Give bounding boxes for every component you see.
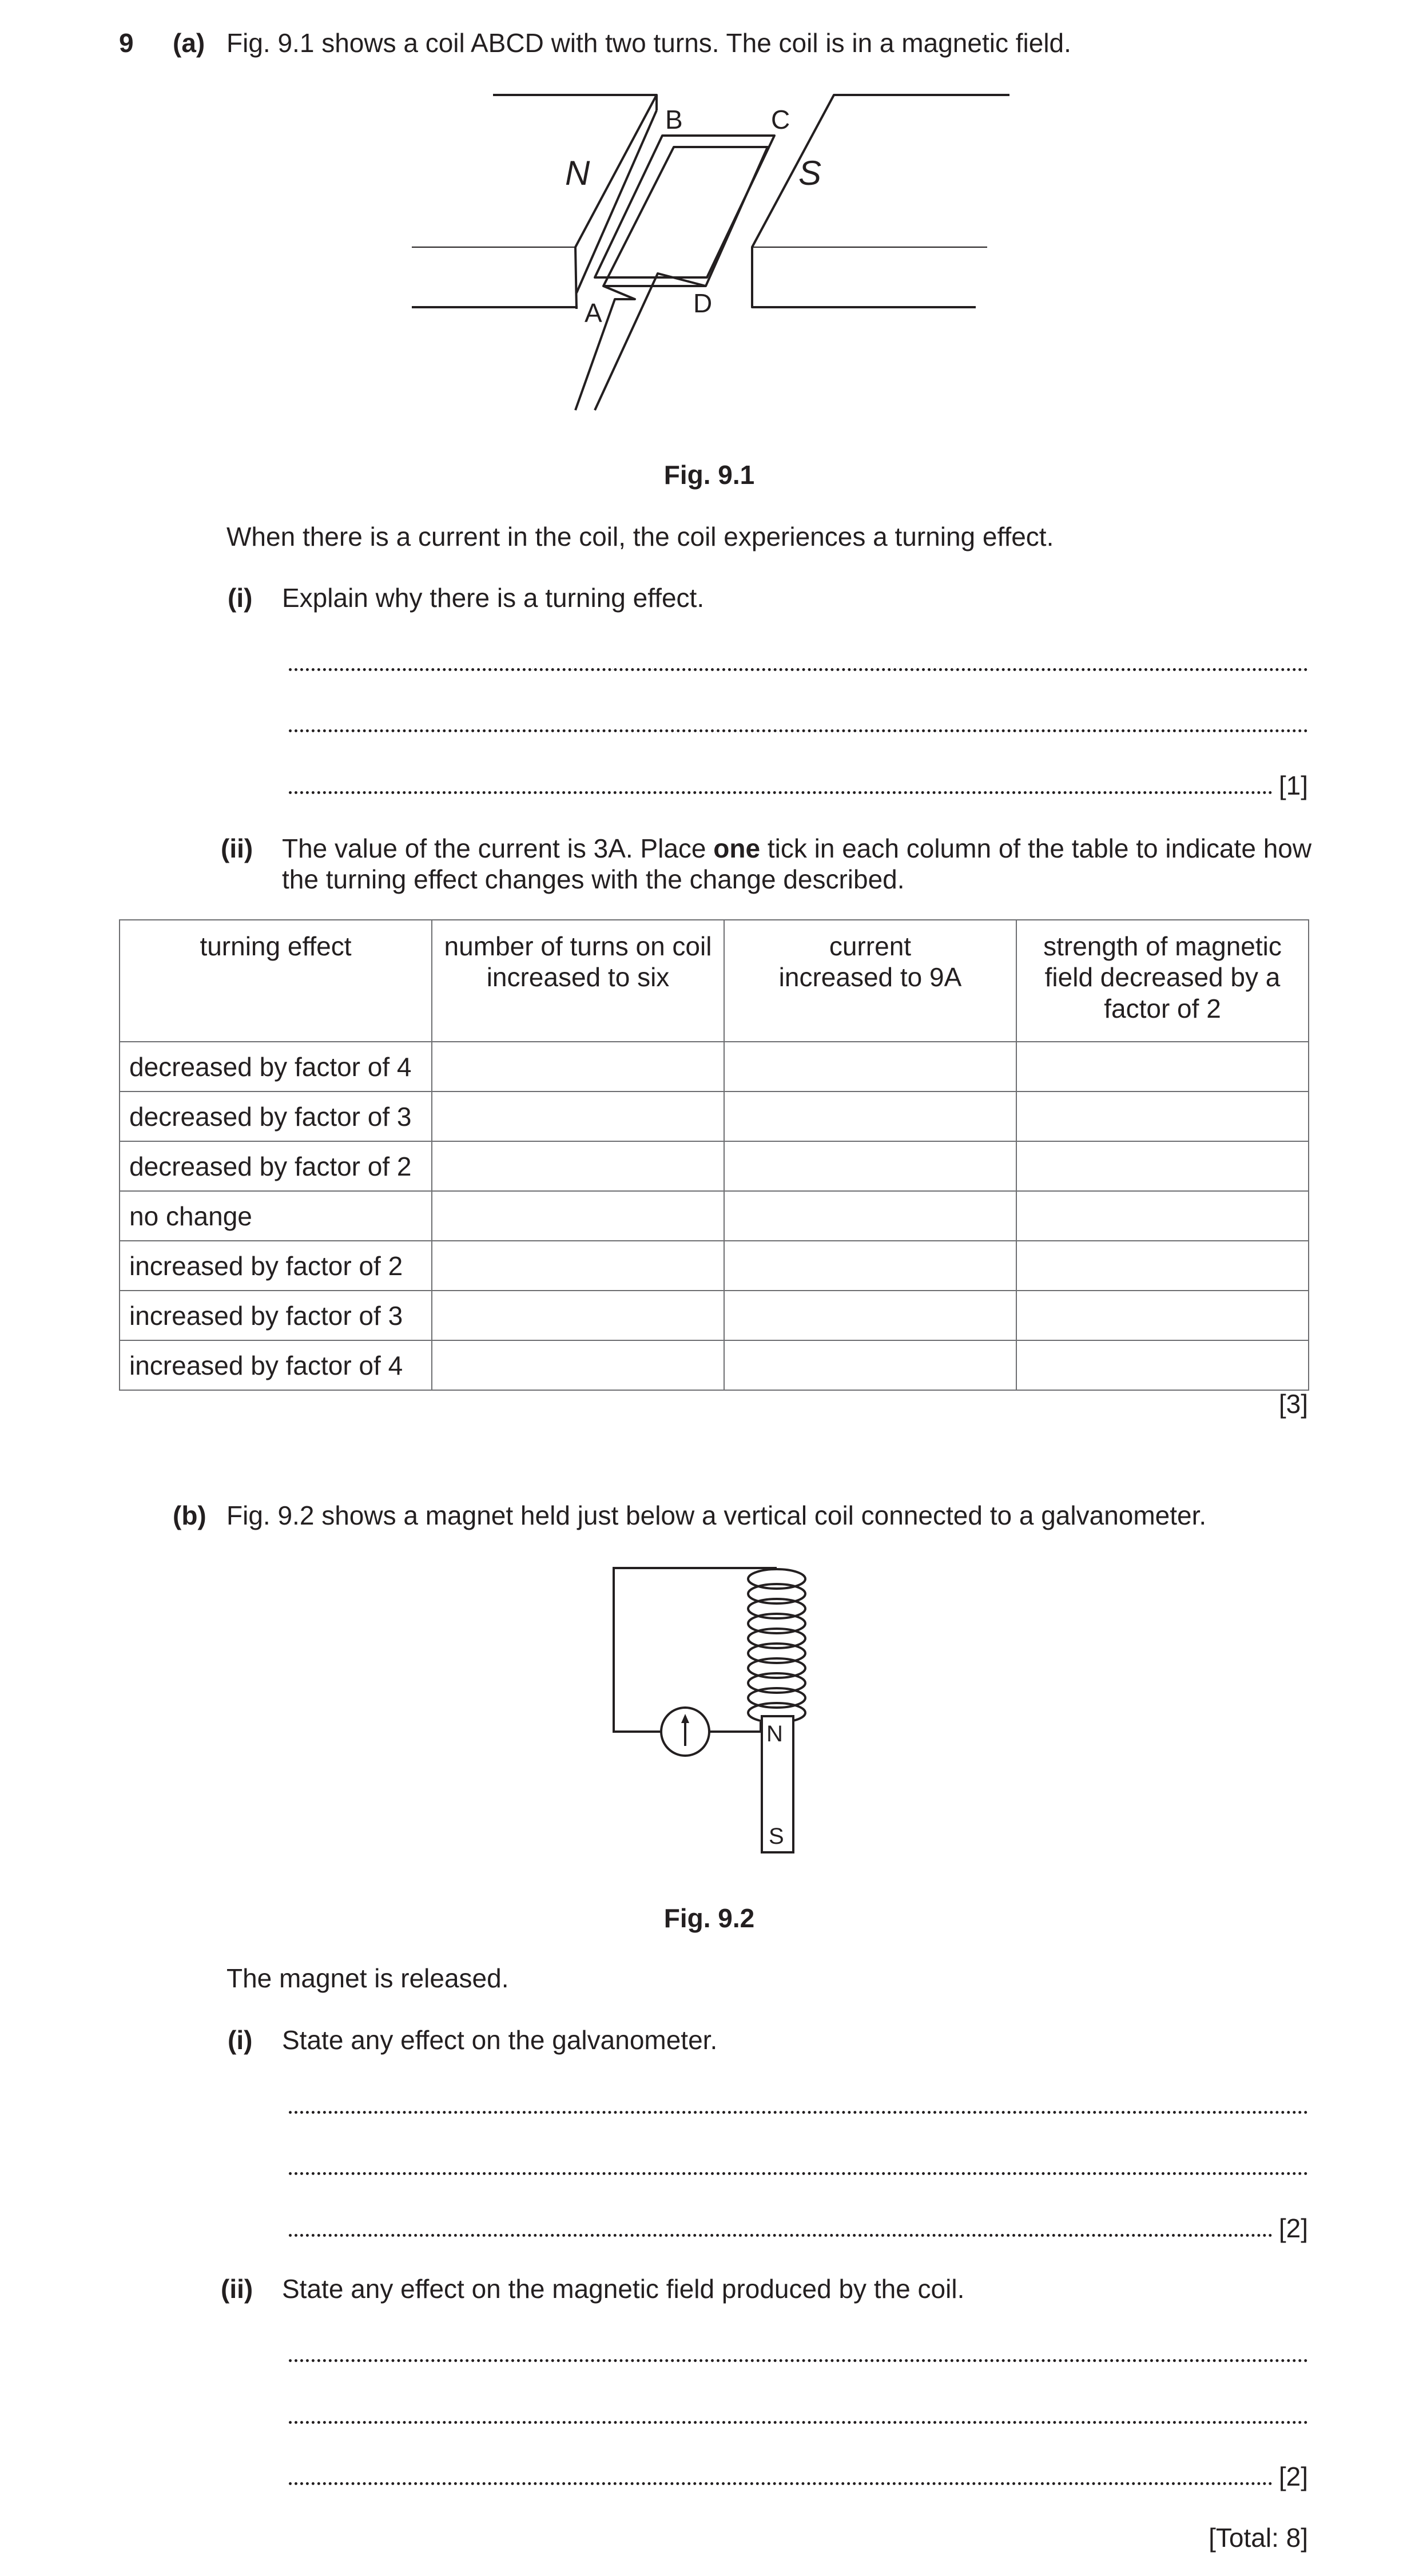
part-b-i-marks: [2] bbox=[1278, 2213, 1308, 2243]
fig-9-1-label-n: N bbox=[565, 154, 590, 192]
part-a-label: (a) bbox=[173, 28, 205, 58]
tick-cell[interactable] bbox=[432, 1191, 724, 1241]
row-label: decreased by factor of 2 bbox=[120, 1141, 432, 1191]
tick-cell[interactable] bbox=[1016, 1091, 1309, 1141]
answer-line[interactable] bbox=[289, 2482, 1273, 2485]
tick-cell[interactable] bbox=[724, 1191, 1016, 1241]
tick-cell[interactable] bbox=[1016, 1191, 1309, 1241]
table-row bbox=[120, 1042, 1309, 1091]
part-b-i-text: State any effect on the galvanometer. bbox=[282, 2025, 718, 2055]
part-a-stem: When there is a current in the coil, the coil experiences a turning effect. bbox=[226, 522, 1054, 551]
row-label: decreased by factor of 3 bbox=[120, 1091, 432, 1141]
table-header: strength of magnetic field decreased by a factor of 2 bbox=[1016, 920, 1309, 1042]
answer-line[interactable] bbox=[289, 2234, 1273, 2237]
table-row bbox=[120, 1241, 1309, 1291]
tick-cell[interactable] bbox=[432, 1340, 724, 1390]
fig-9-2-caption: Fig. 9.2 bbox=[663, 1903, 755, 1933]
part-a-i-text: Explain why there is a turning effect. bbox=[282, 583, 705, 613]
tick-cell[interactable] bbox=[1016, 1141, 1309, 1191]
table-header: number of turns on coil increased to six bbox=[432, 920, 724, 1042]
tick-cell[interactable] bbox=[432, 1091, 724, 1141]
part-a-ii-marks: [3] bbox=[1278, 1389, 1308, 1419]
total-marks: [Total: 8] bbox=[1209, 2523, 1308, 2553]
tick-cell[interactable] bbox=[432, 1241, 724, 1291]
part-b-ii-text: State any effect on the magnetic field produced by the coil. bbox=[282, 2274, 965, 2304]
answer-line[interactable] bbox=[289, 2359, 1308, 2362]
part-a-i-marks: [1] bbox=[1278, 771, 1308, 800]
table-header: turning effect bbox=[120, 920, 432, 1042]
table-row bbox=[120, 1291, 1309, 1340]
question-number: 9 bbox=[119, 28, 134, 58]
fig-9-2-label-s: S bbox=[769, 1824, 784, 1849]
answer-line[interactable] bbox=[289, 2421, 1308, 2424]
coil-turns bbox=[748, 1569, 805, 1722]
row-label: no change bbox=[120, 1191, 432, 1241]
fig-9-1-label-d: D bbox=[693, 288, 713, 318]
answer-line[interactable] bbox=[289, 2172, 1308, 2175]
answer-line[interactable] bbox=[289, 729, 1308, 732]
tick-cell[interactable] bbox=[724, 1340, 1016, 1390]
tick-cell[interactable] bbox=[724, 1241, 1016, 1291]
fig-9-1-label-a: A bbox=[585, 298, 602, 328]
tick-cell[interactable] bbox=[432, 1141, 724, 1191]
table-row bbox=[120, 1091, 1309, 1141]
table-row bbox=[120, 1191, 1309, 1241]
fig-9-1-label-b: B bbox=[665, 105, 683, 134]
part-a-ii-text-line1: The value of the current is 3A. Place one tick in each column of the table to indicate how bbox=[282, 833, 1312, 863]
part-a-ii-text-line2: the turning effect changes with the change described. bbox=[282, 864, 905, 894]
table-row bbox=[120, 1340, 1309, 1390]
row-label: decreased by factor of 4 bbox=[120, 1042, 432, 1091]
table-header-row bbox=[120, 920, 1309, 1042]
row-label: increased by factor of 2 bbox=[120, 1241, 432, 1291]
tick-cell[interactable] bbox=[432, 1291, 724, 1340]
answer-line[interactable] bbox=[289, 2111, 1308, 2114]
tick-cell[interactable] bbox=[1016, 1291, 1309, 1340]
tick-cell[interactable] bbox=[1016, 1340, 1309, 1390]
part-b-ii-label: (ii) bbox=[221, 2274, 253, 2304]
tick-cell[interactable] bbox=[432, 1042, 724, 1091]
tick-cell[interactable] bbox=[1016, 1241, 1309, 1291]
fig-9-1-label-c: C bbox=[771, 105, 790, 134]
tick-cell[interactable] bbox=[724, 1042, 1016, 1091]
row-label: increased by factor of 3 bbox=[120, 1291, 432, 1340]
part-b-label: (b) bbox=[173, 1501, 206, 1530]
tick-cell[interactable] bbox=[724, 1091, 1016, 1141]
part-a-ii-label: (ii) bbox=[221, 833, 253, 863]
answer-line[interactable] bbox=[289, 668, 1308, 671]
turning-effect-table bbox=[119, 919, 1309, 1391]
part-a-intro: Fig. 9.1 shows a coil ABCD with two turns. The coil is in a magnetic field. bbox=[226, 28, 1071, 58]
part-b-intro: Fig. 9.2 shows a magnet held just below a vertical coil connected to a galvanometer. bbox=[226, 1501, 1207, 1530]
table-header: current increased to 9A bbox=[724, 920, 1016, 1042]
fig-9-1-caption: Fig. 9.1 bbox=[663, 460, 755, 490]
part-b-ii-marks: [2] bbox=[1278, 2462, 1308, 2491]
tick-cell[interactable] bbox=[1016, 1042, 1309, 1091]
row-label: increased by factor of 4 bbox=[120, 1340, 432, 1390]
fig-9-2-magnet-coil-diagram bbox=[595, 1556, 846, 1865]
part-b-stem: The magnet is released. bbox=[226, 1963, 509, 1993]
part-b-i-label: (i) bbox=[228, 2025, 253, 2055]
tick-cell[interactable] bbox=[724, 1141, 1016, 1191]
fig-9-2-label-n: N bbox=[766, 1721, 783, 1747]
tick-cell[interactable] bbox=[724, 1291, 1016, 1340]
part-a-i-label: (i) bbox=[228, 583, 253, 613]
fig-9-1-coil-diagram bbox=[400, 86, 1030, 423]
table-row bbox=[120, 1141, 1309, 1191]
answer-line[interactable] bbox=[289, 791, 1273, 794]
fig-9-1-label-s: S bbox=[798, 154, 822, 192]
